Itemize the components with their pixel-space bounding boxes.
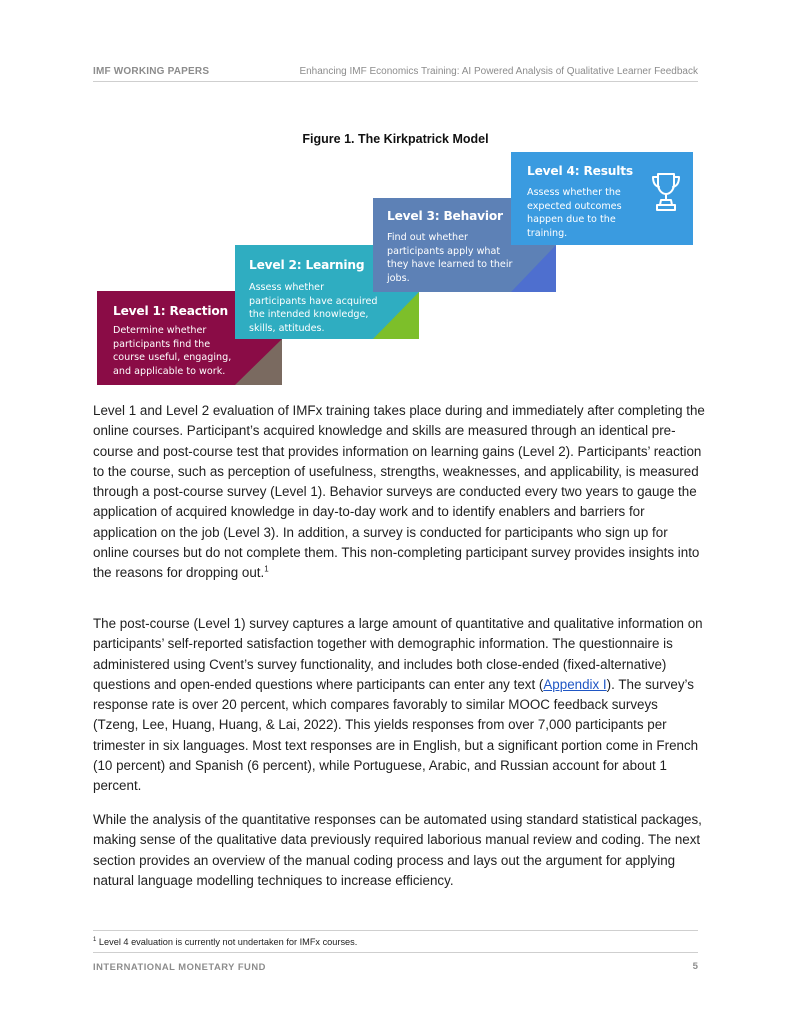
paragraph-2-text-a: The post-course (Level 1) survey captures a large amount of quantitative and qualitative information on participants’ self-reported satisfaction together with demographic information. The questionnaire is administered using Cvent’s survey functionality, and includes both close-ended (fixed-alternative) questions and open-ended questions where participants can enter any text ( [93,616,703,692]
page-number: 5 [692,961,698,972]
footnote-number: 1 [93,937,97,943]
level-1-line: and applicable to work. [113,365,226,377]
paragraph-post-course-survey [93,614,705,797]
level-3-step-shadow [511,245,556,292]
level-4-line: training. [527,227,568,239]
paragraph-1-text: Level 1 and Level 2 evaluation of IMFx training takes place during and immediately after completing the online courses. Participant’s acquired knowledge and skills are measured through an identical pre-course and post-course test that provides information on learning gains (Level 2). Participants’ reaction to the course, such as perception of usefulness, strengths, weaknesses, and applicability, is measured through a post-course survey (Level 1). Behavior surveys are conducted every two years to gauge the application of acquired knowledge in day-to-day work and to identify enablers and barriers for application on the job (Level 3). In addition, a survey is conducted for participants who sign up for online courses but do not complete them. This non-completing participant survey provides insights into the reasons for dropping out. [93,403,705,581]
level-3-line: participants apply what [387,245,501,257]
level-1-line: participants find the [113,338,211,350]
paragraph-2-text-b: ). The survey’s response rate is over 20 percent, which compares favorably to similar MOOC feedback surveys (Tzeng, Lee, Huang, Huang, & Lai, 2022). This yields responses from over 7,000 participants per trimester in six languages. Most text responses are in English, but a significant portion come in French (10 percent) and Spanish (6 percent), while Portuguese, Arabic, and Russian account for about 1 percent. [93,676,699,794]
level-4-title: Level 4: Results [527,164,633,178]
level-3-line: jobs. [387,272,410,284]
level-1-step-shadow [235,339,282,385]
paragraph-qualitative-analysis [93,810,705,891]
running-header [93,66,698,82]
appendix-i-link[interactable]: Appendix I [543,676,607,692]
level-1-title: Level 1: Reaction [113,304,229,318]
header-paper-title: Enhancing IMF Economics Training: AI Powered Analysis of Qualitative Learner Feedback [299,66,698,77]
level-2-line: skills, attitudes. [249,322,325,334]
level-1-line: course useful, engaging, [113,352,232,364]
footnote-text: Level 4 evaluation is currently not undertaken for IMFx courses. [96,937,358,948]
level-2-line: Assess whether [249,282,325,293]
header-series: IMF WORKING PAPERS [93,66,210,77]
level-4-line: Assess whether the [527,187,621,198]
figure-title: Figure 1. The Kirkpatrick Model [302,132,489,146]
footnote-1 [93,937,357,947]
footer-org: INTERNATIONAL MONETARY FUND [93,961,266,972]
level-1-line: Determine whether [113,325,207,336]
paragraph-evaluation-levels [93,401,705,584]
footnote-divider [93,930,698,931]
level-2-line: participants have acquired [249,295,378,307]
paragraph-3-text: While the analysis of the quantitative responses can be automated using standard statistical packages, making sense of the qualitative data previously required laborious manual review and coding. The next section provides an overview of the manual coding process and lays out the argument for applying natural language modelling techniques to increase efficiency. [93,812,702,888]
level-3-line: they have learned to their [387,259,513,271]
level-2-line: the intended knowledge, [249,309,369,321]
level-2-step-shadow [373,292,419,339]
level-4-line: happen due to the [527,214,616,226]
level-4-line: expected outcomes [527,200,622,212]
level-3-line: Find out whether [387,232,468,243]
page-footer [93,952,698,976]
trophy-icon [650,172,682,212]
level-3-title: Level 3: Behavior [387,209,503,223]
level-2-title: Level 2: Learning [249,258,365,272]
footnote-ref-1[interactable]: 1 [264,564,269,574]
